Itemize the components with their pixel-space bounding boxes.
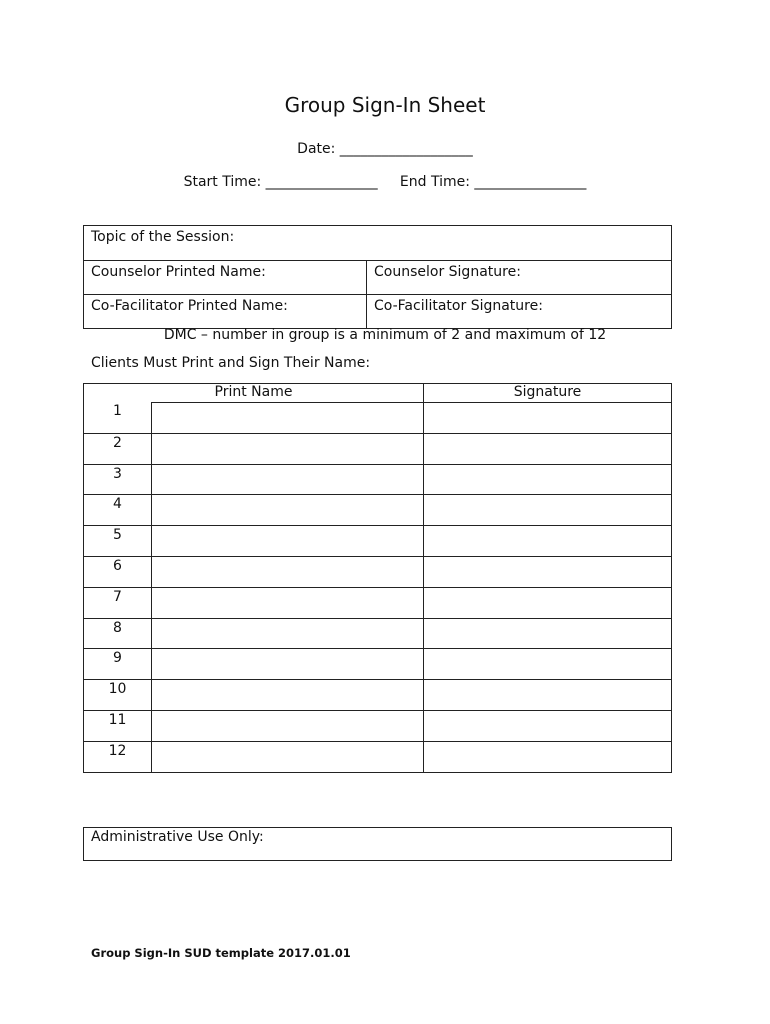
signature-cell[interactable]: [424, 710, 671, 741]
table-row: [84, 464, 671, 495]
row-number: 11: [84, 710, 152, 741]
signature-cell[interactable]: [424, 648, 671, 679]
print-name-cell[interactable]: [152, 679, 424, 710]
signature-cell[interactable]: [424, 587, 671, 618]
table-row: [84, 556, 671, 587]
row-number: 4: [84, 494, 152, 525]
table-row: [84, 679, 671, 710]
cofacilitator-name-field[interactable]: Co-Facilitator Printed Name:: [84, 295, 367, 328]
sign-in-table: [83, 383, 672, 773]
topic-field[interactable]: Topic of the Session:: [91, 229, 235, 245]
signature-cell[interactable]: [424, 556, 671, 587]
print-name-cell[interactable]: [152, 710, 424, 741]
session-info-table: [83, 225, 672, 329]
row-number: 2: [84, 433, 152, 464]
row-number: 6: [84, 556, 152, 587]
table-row: [84, 494, 671, 525]
signature-cell[interactable]: [424, 402, 671, 433]
table-row: [84, 402, 671, 433]
signature-cell[interactable]: [424, 618, 671, 649]
print-name-cell[interactable]: [152, 464, 424, 495]
row-number: 8: [84, 618, 152, 649]
session-topic-row: [84, 226, 671, 260]
print-name-cell[interactable]: [152, 648, 424, 679]
print-name-header: Print Name: [84, 384, 424, 402]
print-name-cell[interactable]: [152, 433, 424, 464]
print-name-cell[interactable]: [152, 494, 424, 525]
cofacilitator-signature-field[interactable]: Co-Facilitator Signature:: [374, 298, 543, 314]
table-row: [84, 648, 671, 679]
counselor-signature-field[interactable]: Counselor Signature:: [374, 264, 521, 280]
sign-in-table-header: [84, 384, 671, 402]
row-number: 5: [84, 525, 152, 556]
signature-cell[interactable]: [424, 679, 671, 710]
row-number: 7: [84, 587, 152, 618]
print-name-cell[interactable]: [152, 525, 424, 556]
signature-cell[interactable]: [424, 741, 671, 772]
print-name-cell[interactable]: [152, 402, 424, 433]
cofacilitator-row: [84, 294, 671, 328]
print-name-cell[interactable]: [152, 741, 424, 772]
counselor-name-field[interactable]: Counselor Printed Name:: [84, 261, 367, 294]
clients-instruction: Clients Must Print and Sign Their Name:: [91, 355, 371, 371]
signature-cell[interactable]: [424, 494, 671, 525]
date-line[interactable]: Date: ___________________: [297, 141, 473, 157]
table-row: [84, 710, 671, 741]
row-number: 10: [84, 679, 152, 710]
signature-cell[interactable]: [424, 464, 671, 495]
time-line[interactable]: Start Time: ________________ End Time: ________________: [183, 174, 587, 190]
table-row: [84, 618, 671, 649]
table-row: [84, 587, 671, 618]
admin-use-box[interactable]: Administrative Use Only:: [83, 827, 672, 861]
table-row: [84, 741, 671, 772]
signature-cell[interactable]: [424, 525, 671, 556]
counselor-row: [84, 260, 671, 294]
print-name-cell[interactable]: [152, 556, 424, 587]
signature-header: Signature: [513, 384, 582, 400]
signature-cell[interactable]: [424, 433, 671, 464]
table-row: [84, 433, 671, 464]
page-title: Group Sign-In Sheet: [284, 93, 486, 117]
footer-template-id: Group Sign-In SUD template 2017.01.01: [91, 946, 351, 960]
row-number: 12: [84, 741, 152, 772]
print-name-cell[interactable]: [152, 618, 424, 649]
table-row: [84, 525, 671, 556]
row-number: 1: [84, 402, 152, 433]
print-name-cell[interactable]: [152, 587, 424, 618]
dmc-note: DMC – number in group is a minimum of 2 and maximum of 12: [163, 327, 607, 343]
row-number: 9: [84, 648, 152, 679]
row-number: 3: [84, 464, 152, 495]
